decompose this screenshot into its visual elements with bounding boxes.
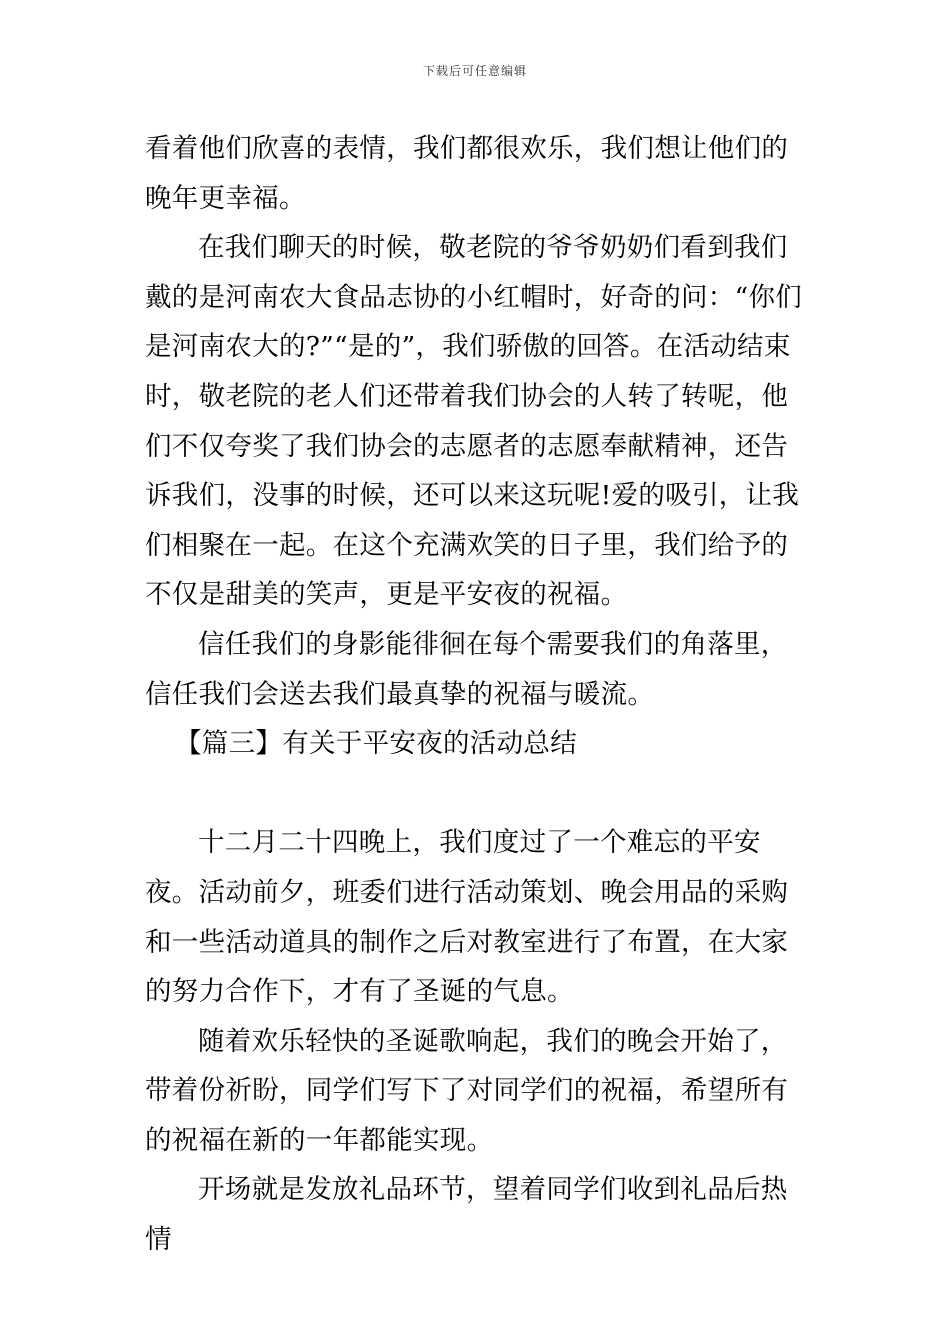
blank-line xyxy=(145,769,810,819)
page-header-note: 下载后可任意编辑 xyxy=(422,64,527,78)
paragraph-continuation: 看着他们欣喜的表情，我们都很欢乐，我们想让他们的晚年更幸福。 xyxy=(145,133,789,214)
paragraph-party-start: 随着欢乐轻快的圣诞歌响起，我们的晚会开始了，带着份祈盼，同学们写下了对同学们的祝福，希望所有的祝福在新的一年都能实现。 xyxy=(145,1025,789,1156)
paragraph-trust: 信任我们的身影能徘徊在每个需要我们的角落里，信任我们会送去我们最真挚的祝福与暖流。 xyxy=(145,628,788,710)
document-body xyxy=(145,124,810,1265)
paragraph-gifts: 开场就是发放礼品环节，望着同学们收到礼品后热情 xyxy=(145,1174,788,1256)
paragraph-nursing-home-chat: 在我们聊天的时候，敬老院的爷爷奶奶们看到我们戴的是河南农大食品志协的小红帽时，好奇的问：“你们是河南农大的?”“是的”，我们骄傲的回答。在活动结束时，敬老院的老人们还带着我们协会的人转了转呢，他们不仅夸奖了我们协会的志愿者的志愿奉献精神，还告诉我们，没事的时候，还可以来这玩呢!爱的吸引，让我们相聚在一起。在这个充满欢笑的日子里，我们给予的不仅是甜美的笑声，更是平安夜的祝福。 xyxy=(145,232,803,611)
section-heading: 【篇三】有关于平安夜的活动总结 xyxy=(175,728,577,760)
paragraph-christmas-eve: 十二月二十四晚上，我们度过了一个难忘的平安夜。活动前夕，班委们进行活动策划、晚会用品的采购和一些活动道具的制作之后对教室进行了布置，在大家的努力合作下，才有了圣诞的气息。 xyxy=(145,827,789,1008)
